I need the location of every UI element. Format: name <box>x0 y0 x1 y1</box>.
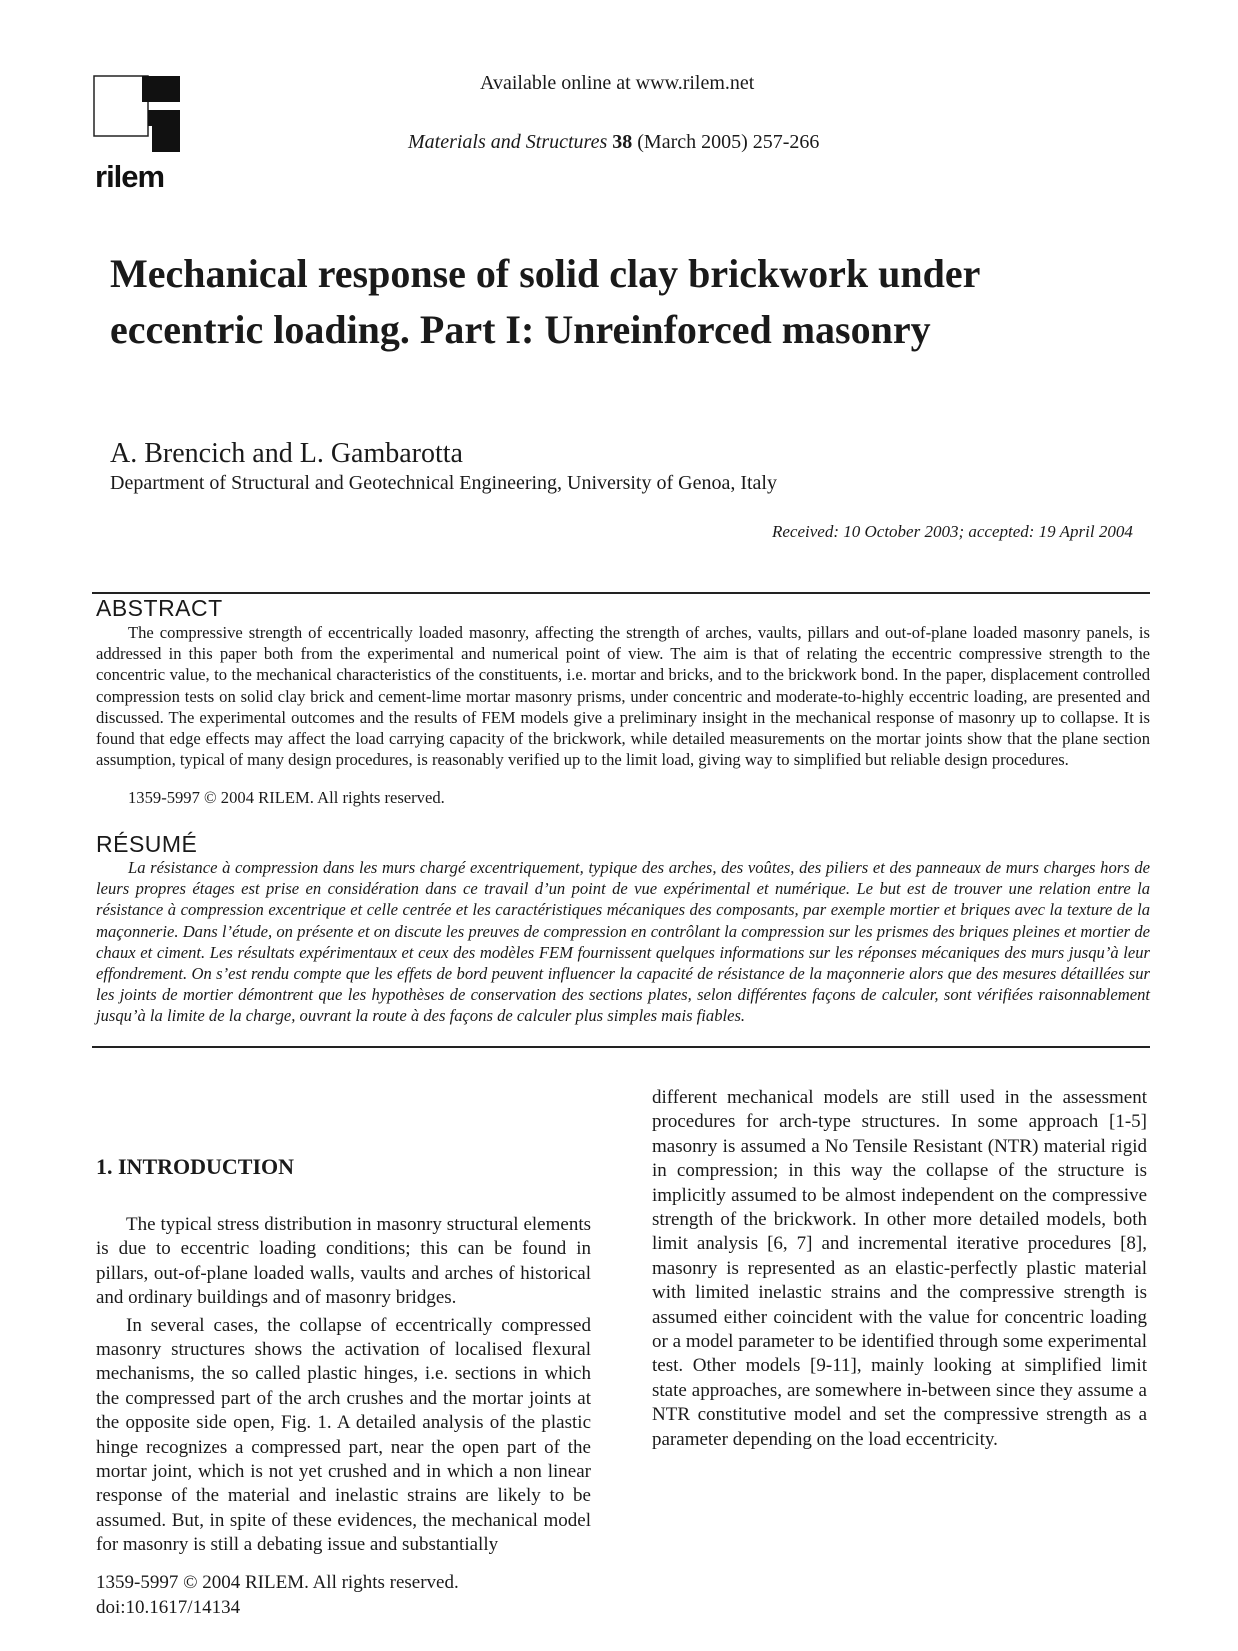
intro-heading: 1. INTRODUCTION <box>96 1154 295 1179</box>
authors: A. Brencich and L. Gambarotta <box>110 438 463 469</box>
intro-right-column <box>652 1086 1147 1452</box>
abstract-copyright: 1359-5997 © 2004 RILEM. All rights reserved. <box>128 788 445 807</box>
abstract-heading: ABSTRACT <box>96 595 223 621</box>
journal-name: Materials and Structures <box>408 131 608 153</box>
resume-heading: RÉSUMÉ <box>96 831 198 857</box>
received-dates: Received: 10 October 2003; accepted: 19 April 2004 <box>772 522 1133 541</box>
resume-bottom-rule <box>92 1046 1150 1048</box>
abstract-text: The compressive strength of eccentrically loaded masonry, affecting the strength of arches, vaults, pillars and out-of-plane loaded masonry panels, is addressed in this paper both from the experimental and numerical point of view. The aim is that of relating the eccentric compressive strength to the concentric value, to the mechanical characteristics of the constituents, i.e. mortar and bricks, and to the brickwork bond. In the paper, displacement controlled compression tests on solid clay brick and cement-lime mortar masonry prisms, under concentric and moderate-to-highly eccentric loading, are presented and discussed. The experimental outcomes and the results of FEM models give a preliminary insight in the mechanical response of masonry up to collapse. It is found that edge effects may affect the load carrying capacity of the brickwork, while detailed measurements on the mortar joints show that the plane section assumption, typical of many design procedures, is reasonably verified up to the limit load, giving way to simplified but reliable design procedures. <box>96 623 1150 770</box>
intro-left-column <box>96 1213 591 1558</box>
availability-line: Available online at www.rilem.net <box>480 72 755 94</box>
intro-paragraph-2: In several cases, the collapse of eccentrically compressed masonry structures shows the activation of localised flexural mechanisms, the so called plastic hinges, i.e. sections in which the compressed part of the arch crushes and the mortar joints at the opposite side open, Fig. 1. A detailed analysis of the plastic hinge recognizes a compressed part, near the open part of the mortar joint, which is not yet crushed and in which a non linear response of the material and inelastic strains are likely to be assumed. But, in spite of these evidences, the mechanical model for masonry is still a debating issue and substantially <box>96 1314 591 1556</box>
logo-wordmark: rilem <box>95 159 165 194</box>
footer <box>96 1570 459 1620</box>
journal-issue-pages: (March 2005) 257-266 <box>637 131 820 153</box>
intro-paragraph-1: The typical stress distribution in masonry structural elements is due to eccentric loading conditions; this can be found in pillars, out-of-plane loaded walls, vaults and arches of historical and ordinary buildings and of masonry bridges. <box>96 1214 591 1309</box>
affiliation: Department of Structural and Geotechnical Engineering, University of Genoa, Italy <box>110 472 777 494</box>
paper-title: Mechanical response of solid clay brickwork under eccentric loading. Part I: Unreinforced masonry <box>110 251 980 352</box>
intro-paragraph-3: different mechanical models are still used in the assessment procedures for arch-type structures. In some approach [1-5] masonry is assumed a No Tensile Resistant (NTR) material rigid in compression; in this way the collapse of the structure is implicitly assumed to be almost independent on the compressive strength of the brickwork. In other more detailed models, both limit analysis [6, 7] and incremental iterative procedures [8], masonry is represented as an elastic-perfectly plastic material with limited inelastic strains and the compressive strength is assumed either coincident with the value for concentric loading or a model parameter to be identified through some experimental test. Other models [9-11], mainly looking at simplified limit state approaches, are somewhere in-between since they assume a NTR constitutive model and set the compressive strength as a parameter depending on the load eccentricity. <box>652 1087 1147 1450</box>
footer-doi: doi:10.1617/14134 <box>96 1597 241 1618</box>
footer-copyright: 1359-5997 © 2004 RILEM. All rights reserved. <box>96 1572 459 1593</box>
resume-text: La résistance à compression dans les murs chargé excentriquement, typique des arches, des voûtes, des piliers et des panneaux de murs charges hors de leurs propres étages est prise en considération dans ce travail d’un point de vue expérimental et numérique. Le but est de trouver une relation entre la résistance à compression excentrique et celle centrée et les caractéristiques mécaniques des composants, par exemple mortier et briques avec la texture de la maçonnerie. Dans l’étude, on présente et on discute les preuves de compression en contrôlant la compression sur les prismes des briques pleines et mortier de chaux et ciment. Les résultats expérimentaux et ceux des modèles FEM fournissent quelques informations sur les réponses mécaniques des murs jusqu’à leur effondrement. On s’est rendu compte que les effets de bord peuvent influencer la capacité de résistance de la maçonnerie alors que des mesures détaillées sur les joints de mortier démontrent que les hypothèses de conservation des sections plates, selon différentes façons de calculer, sont vérifiées raisonnablement jusqu’à la limite de la charge, ouvrant la route à des façons de calculer plus simples mais fiables. <box>96 858 1150 1026</box>
journal-volume: 38 <box>612 131 633 153</box>
journal-citation <box>408 131 819 154</box>
abstract-top-rule <box>92 592 1150 594</box>
